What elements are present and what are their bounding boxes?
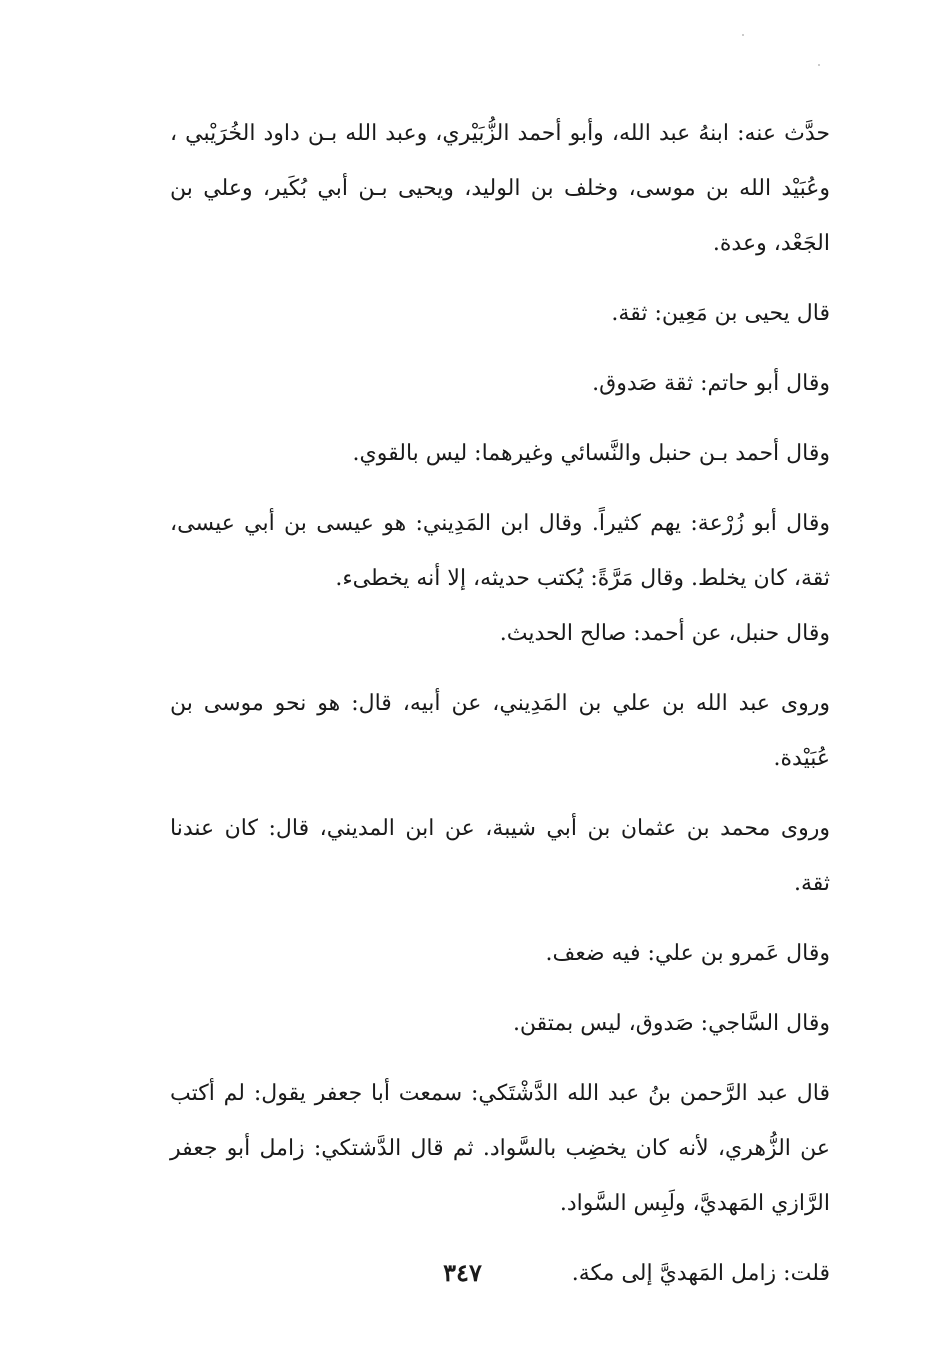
page-number: ٣٤٧ (443, 1258, 482, 1287)
paragraph-narrators: حدَّث عنه: ابنهُ عبد الله، وأبو أحمد الزُّبَيْري، وعبد الله بـن داود الخُرَيْبي ، وعُبَيْد الله بن موسى، وخلف بن الوليد، ويحيى بـن أبي بُكَير، وعلي بن الجَعْد، وعدة. (170, 121, 830, 256)
paragraph-ibn-madini-son: وروى عبد الله بن علي بن المَدِيني، عن أبيه، قال: هو نحو موسى بن عُبَيْدة. (170, 691, 830, 771)
body-text (170, 106, 830, 1301)
paragraph-abu-zura: وقال أبو زُرْعة: يهم كثيراً. وقال ابن المَدِيني: هو عيسى بن أبي عيسى، ثقة، كان يخلط. وقال مَرَّةً: يُكتب حديثه، إلا أنه يخطىء. (170, 511, 830, 591)
scan-speck (818, 64, 820, 66)
scan-speck (742, 34, 744, 36)
paragraph-ahmad-nasai: وقال أحمد بـن حنبل والنَّسائي وغيرهما: ليس بالقوي. (352, 441, 830, 466)
paragraph-amr-ibn-ali: وقال عَمرو بن علي: فيه ضعف. (545, 941, 830, 966)
paragraph-abu-hatim: وقال أبو حاتم: ثقة صَدوق. (592, 371, 830, 396)
paragraph-saji: وقال السَّاجي: صَدوق، ليس بمتقن. (512, 1011, 830, 1036)
paragraph-hanbal: وقال حنبل، عن أحمد: صالح الحديث. (499, 621, 830, 646)
paragraph-ibn-abi-shayba: وروى محمد بن عثمان بن أبي شيبة، عن ابن المديني، قال: كان عندنا ثقة. (170, 816, 830, 896)
paragraph-ibn-maeen: قال يحيى بن مَعِين: ثقة. (611, 301, 830, 326)
paragraph-dashtaki: قال عبد الرَّحمن بنُ عبد الله الدَّشْتَكي: سمعت أبا جعفر يقول: لم أكتب عن الزُّهري، لأنه كان يخضِب بالسَّواد. ثم قال الدَّشتكي: زامل أبو جعفر الرَّازي المَهديَّ، ولَبِس السَّواد. (170, 1081, 830, 1216)
paragraph-note: قلت: زامل المَهديَّ إلى مكة. (571, 1261, 830, 1286)
